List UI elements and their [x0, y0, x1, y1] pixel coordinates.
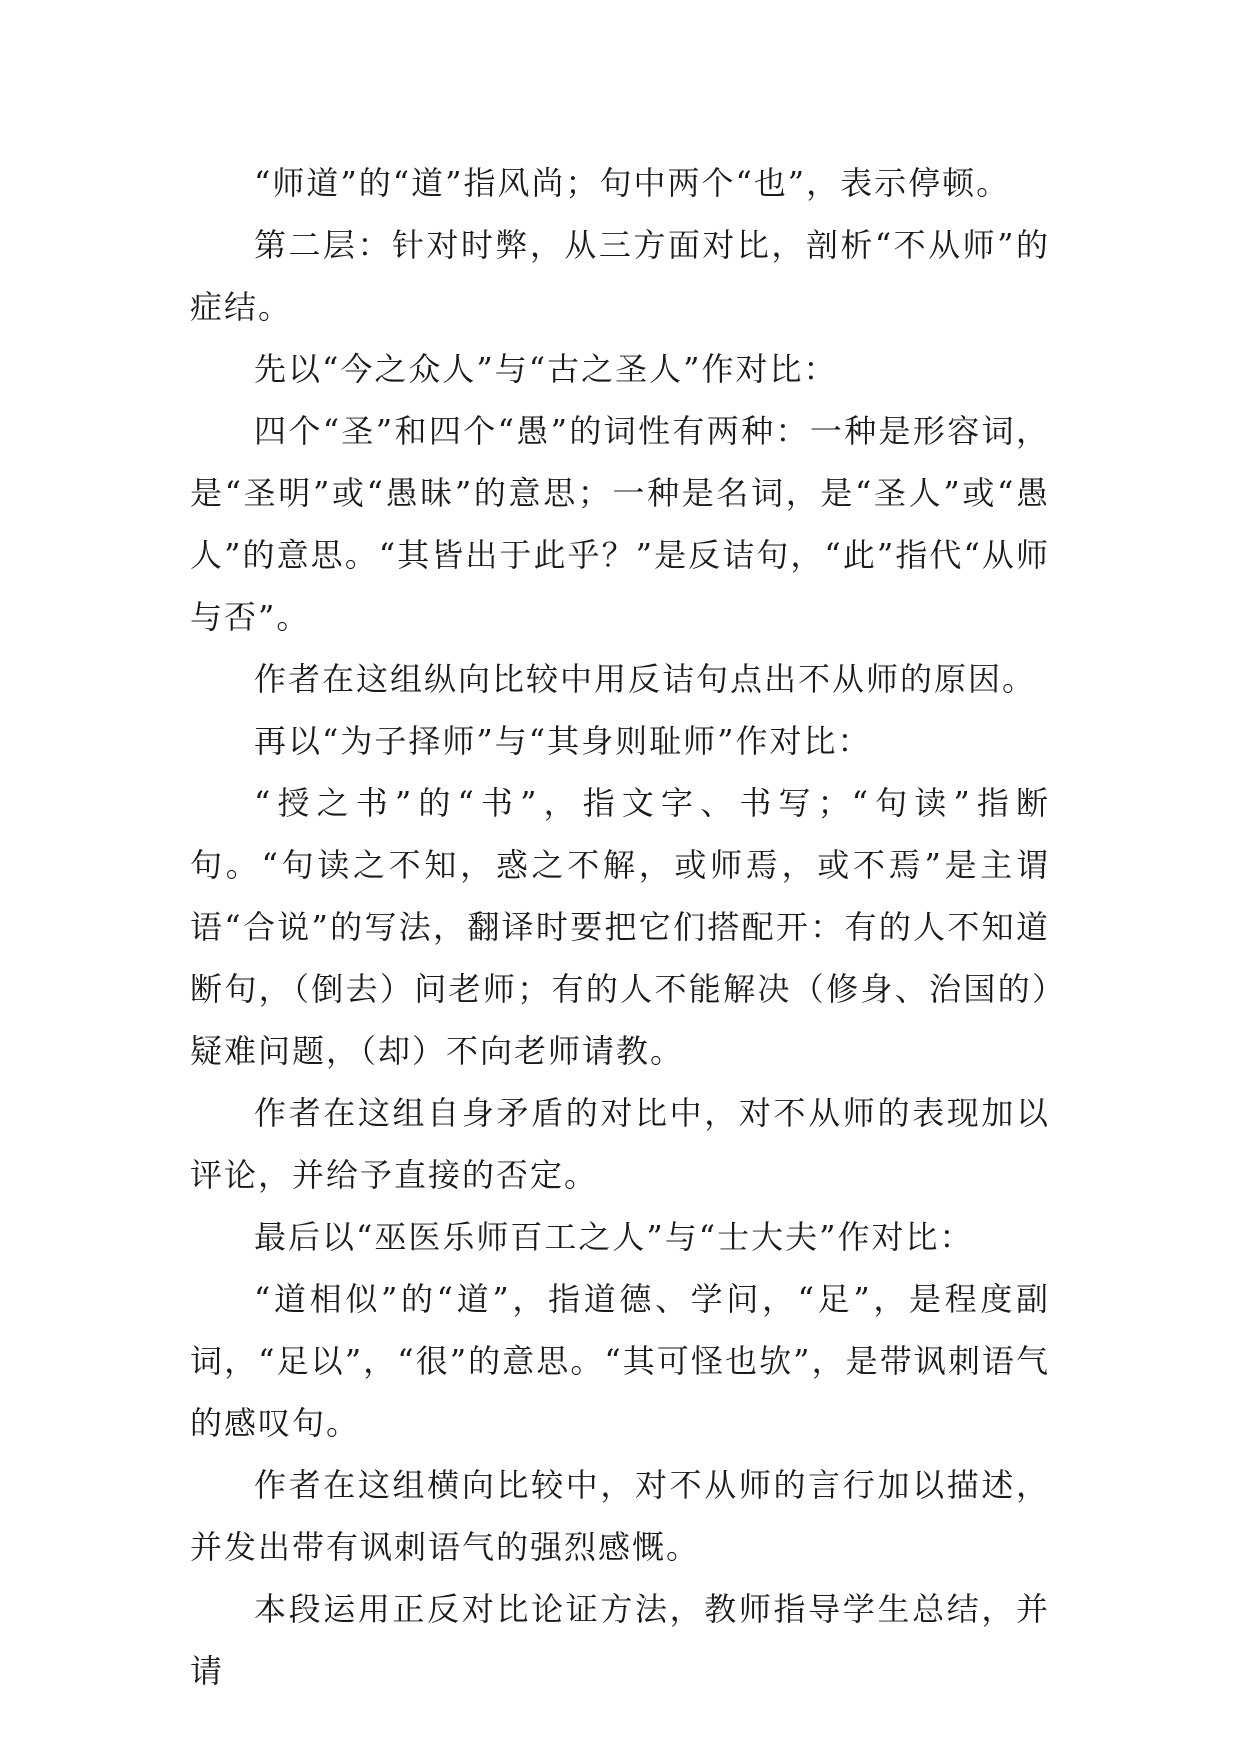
- paragraph-first-comparison-intro: 先以“今之众人”与“古之圣人”作对比：: [254, 350, 838, 388]
- paragraph-first-comparison-summary: 作者在这组纵向比较中用反诘句点出不从师的原因。: [254, 660, 1037, 698]
- paragraph-third-comparison-summary: 作者在这组横向比较中，对不从师的言行加以描述，并发出带有讽刺语气的强烈感慨。: [190, 1466, 1050, 1566]
- paragraph-second-layer: 第二层：针对时弊，从三方面对比，剖析“不从师”的症结。: [190, 226, 1050, 326]
- paragraph-sheng-yu-explanation: 四个“圣”和四个“愚”的词性有两种：一种是形容词，是“圣明”或“愚昧”的意思；一种是名词，是“圣人”或“愚人”的意思。“其皆出于此乎？”是反诘句，“此”指代“从师与否”。: [190, 412, 1050, 636]
- paragraph-daoxiangsi-explanation: “道相似”的“道”，指道德、学问，“足”，是程度副词，“足以”，“很”的意思。“其可怪也欤”，是带讽刺语气的感叹句。: [190, 1280, 1050, 1442]
- paragraph-shidao-meaning: “师道”的“道”指风尚；句中两个“也”，表示停顿。: [254, 164, 1011, 202]
- paragraph-judou-explanation: “授之书”的“书”，指文字、书写；“句读”指断句。“句读之不知，惑之不解，或师焉，或不焉”是主谓语“合说”的写法，翻译时要把它们搭配开：有的人不知道断句，（倒去）问老师；有的人不能解决（修身、治国的）疑难问题，（却）不向老师请教。: [190, 784, 1050, 1070]
- paragraph-third-comparison-intro: 最后以“巫医乐师百工之人”与“士大夫”作对比：: [254, 1218, 974, 1256]
- paragraph-method-summary: 本段运用正反对比论证方法，教师指导学生总结，并请: [190, 1590, 1050, 1690]
- paragraph-second-comparison-summary: 作者在这组自身矛盾的对比中，对不从师的表现加以评论，并给予直接的否定。: [190, 1094, 1050, 1194]
- body-text: [190, 152, 1050, 1702]
- paragraph-second-comparison-intro: 再以“为子择师”与“其身则耻师”作对比：: [254, 722, 872, 760]
